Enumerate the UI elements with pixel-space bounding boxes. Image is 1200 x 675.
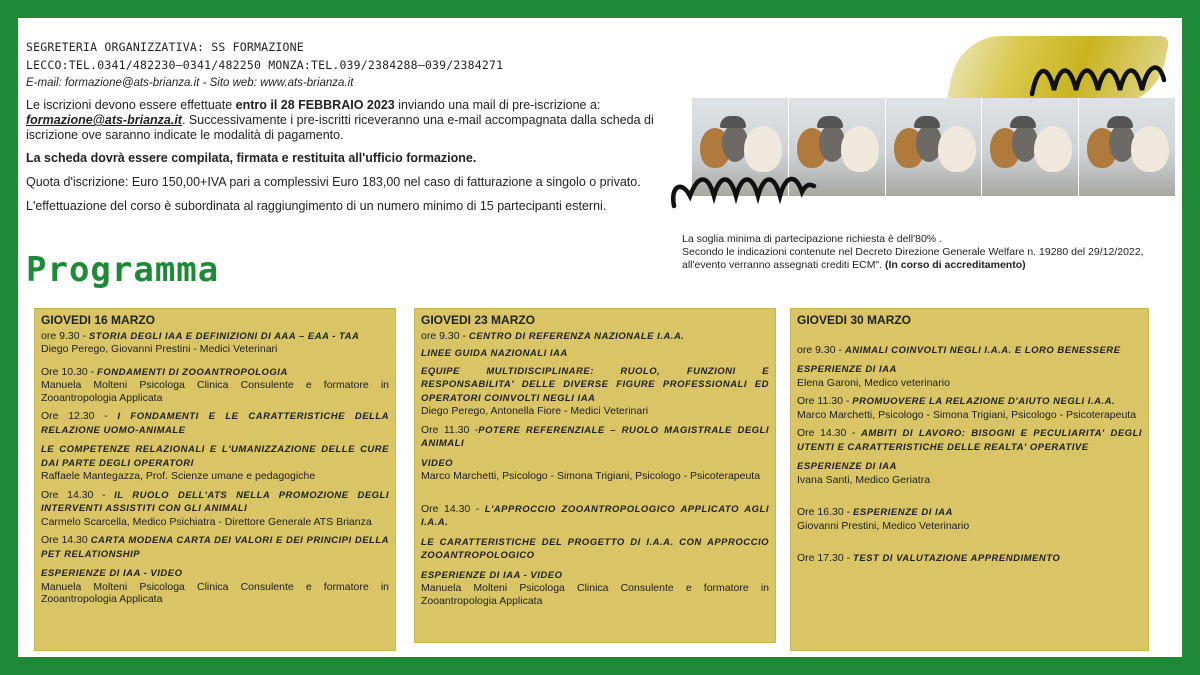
- session: Ore 11.30 - PROMUOVERE LA RELAZIONE D'AIUTO NEGLI I.A.A. Marco Marchetti, Psicologo - Simona Trigiani, Psicologo - Psicoterapeuta: [797, 395, 1137, 421]
- session: Ore 11.30 -POTERE REFERENZIALE – RUOLO MAGISTRALE DEGLI ANIMALI: [421, 423, 769, 449]
- session: VIDEO Marco Marchetti, Psicologo - Simona Trigiani, Psicologo - Psicoterapeuta: [421, 457, 761, 482]
- dogs-photo: [886, 98, 983, 196]
- ecm-note: La soglia minima di partecipazione richiesta è dell'80% . Secondo le indicazioni contenute nel Decreto Direzione Generale Welfare n. 19280 del 29/12/2022, all'evento verranno assegnati crediti ECM". (In corso di accreditamento): [682, 233, 1144, 271]
- iscrizioni-email-link[interactable]: formazione@ats-brianza.it: [26, 113, 182, 127]
- session: Ore 14.30 CARTA MODENA CARTA DEI VALORI E DEI PRINCIPI DELLA PET RELATIONSHIP: [41, 534, 389, 560]
- session: LE CARATTERISTICHE DEL PROGETTO DI I.A.A. CON APPROCCIO ZOOANTROPOLOGICO: [421, 536, 769, 561]
- scheda-note: La scheda dovrà essere compilata, firmata e restituita all'ufficio formazione.: [26, 151, 477, 165]
- day-column-3: [790, 308, 1149, 651]
- email-line[interactable]: E-mail: formazione@ats-brianza.it - Sito web: www.ats-brianza.it: [26, 77, 354, 89]
- session: EQUIPE MULTIDISCIPLINARE: RUOLO, FUNZIONI E RESPONSABILITA' DELLE DIVERSE FIGURE PROFESSIONALI ED OPERATORI COINVOLTI NEGLI IAA Diego Perego, Antonella Fiore - Medici Veterinari: [421, 365, 769, 417]
- day-heading: GIOVEDI 16 MARZO: [41, 313, 156, 327]
- session: LE COMPETENZE RELAZIONALI E L'UMANIZZAZIONE DELLE CURE DAI PARTE DEGLI OPERATORI Raffaele Mantegazza, Prof. Scienze umane e pedagogiche: [41, 444, 389, 482]
- session: ore 9.30 - CENTRO DI REFERENZA NAZIONALE I.A.A.: [421, 329, 685, 342]
- segreteria-line: SEGRETERIA ORGANIZZATIVA: SS FORMAZIONE: [26, 40, 304, 54]
- session: LINEE GUIDA NAZIONALI IAA: [421, 348, 568, 359]
- session: Ore 12.30 - I FONDAMENTI E LE CARATTERISTICHE DELLA RELAZIONE UOMO-ANIMALE: [41, 410, 390, 436]
- dogs-photo: [1079, 98, 1176, 196]
- flyer-page: [18, 18, 1182, 657]
- squiggle-decoration-bottom: [668, 166, 818, 211]
- session: Ore 14.30 - IL RUOLO DELL'ATS NELLA PROMOZIONE DEGLI INTERVENTI ASSISTITI CON GLI ANIMALI Carmelo Scarcella, Medico Psichiatra - Direttore Generale ATS Brianza: [41, 488, 389, 528]
- iscrizioni-paragraph: Le iscrizioni devono essere effettuate entro il 28 FEBBRAIO 2023 inviando una mail di pre-iscrizione a: formazione@ats-brianza.it. Successivamente i pre-iscritti riceveranno una e-mail accompagnata dalla scheda di iscrizione ove saranno indicate le modalità di pagamento.: [26, 98, 654, 142]
- day-column-2: [414, 308, 776, 643]
- deadline: entro il 28 FEBBRAIO 2023: [235, 98, 395, 112]
- session: Ore 16.30 - ESPERIENZE DI IAA Giovanni Prestini, Medico Veterinario: [797, 506, 970, 532]
- day-heading: GIOVEDI 30 MARZO: [797, 313, 912, 327]
- intro-block: [26, 38, 686, 215]
- session: Ore 14.30 - AMBITI DI LAVORO: BISOGNI E PECULIARITA' DEGLI UTENTI E CARATTERISTICHE DELLE REALTA' OPERATIVE: [797, 427, 1143, 453]
- session: ore 9.30 - STORIA DEGLI IAA E DEFINIZIONI DI AAA – EAA - TAA Diego Perego, Giovanni Prestini - Medici Veterinari: [41, 329, 360, 355]
- session: Ore 10.30 - FONDAMENTI DI ZOOANTROPOLOGIA Manuela Molteni Psicologa Clinica Consulente e formatore in Zooantropologia Applicata: [41, 365, 389, 404]
- effettuazione-text: L'effettuazione del corso è subordinata al raggiungimento di un numero minimo di 15 partecipanti esterni.: [26, 199, 607, 213]
- session: Ore 14.30 - L'APPROCCIO ZOOANTROPOLOGICO APPLICATO AGLI I.A.A.: [421, 502, 769, 528]
- session: ESPERIENZE DI IAA - VIDEO Manuela Molteni Psicologa Clinica Consulente e formatore in Zooantropologia Applicata: [421, 569, 769, 607]
- session: ESPERIENZE DI IAA - VIDEO Manuela Molteni Psicologa Clinica Consulente e formatore in Zooantropologia Applicata: [41, 568, 389, 605]
- programma-title: Programma: [26, 250, 220, 290]
- day-column-1: [34, 308, 396, 651]
- phones-line: LECCO:TEL.0341/482230–0341/482250 MONZA:TEL.039/2384288–039/2384271: [26, 58, 504, 72]
- quota-text: Quota d'iscrizione: Euro 150,00+IVA pari a complessivi Euro 183,00 nel caso di fatturazione a singolo o privato.: [26, 175, 641, 189]
- session: Ore 17.30 - TEST DI VALUTAZIONE APPRENDIMENTO: [797, 552, 1061, 564]
- dogs-photo: [982, 98, 1079, 196]
- session: ESPERIENZE DI IAA Elena Garoni, Medico veterinario: [797, 364, 950, 389]
- day-heading: GIOVEDI 23 MARZO: [421, 313, 536, 327]
- session: ore 9.30 - ANIMALI COINVOLTI NEGLI I.A.A. E LORO BENESSERE: [797, 343, 1121, 356]
- squiggle-decoration-top: [1028, 56, 1168, 101]
- session: ESPERIENZE DI IAA Ivana Santi, Medico Geriatra: [797, 461, 931, 486]
